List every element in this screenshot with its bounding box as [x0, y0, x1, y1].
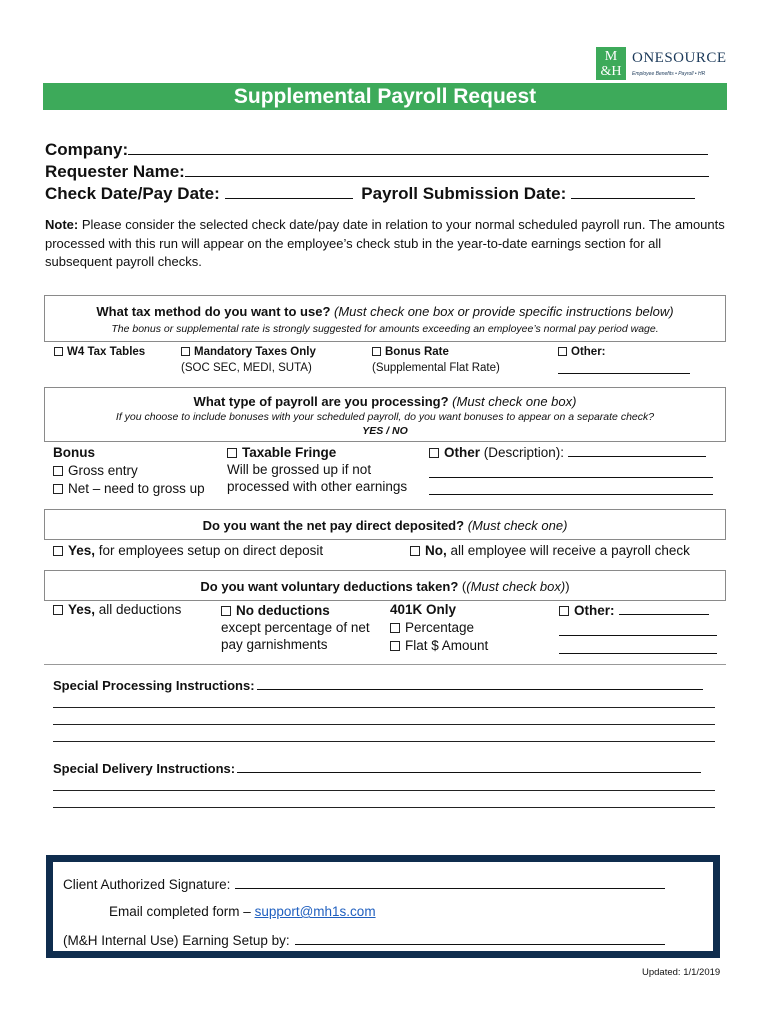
- dd-yes-text: for employees setup on direct deposit: [95, 543, 324, 558]
- section-divider: [44, 664, 726, 665]
- payroll-type-hint: (Must check one box): [452, 394, 577, 409]
- internal-use-input-line[interactable]: [295, 932, 665, 945]
- payroll-bonus-group: [53, 444, 205, 498]
- signature-field[interactable]: [63, 876, 665, 892]
- logo-brand: ONESOURCE: [632, 50, 727, 66]
- special-processing-line-1[interactable]: [257, 677, 703, 690]
- tax-mandatory-label: Mandatory Taxes Only: [194, 346, 316, 358]
- checkbox-tax-other[interactable]: [558, 347, 567, 356]
- dates-row: [45, 184, 695, 204]
- signature-box: [46, 855, 720, 958]
- direct-deposit-no[interactable]: [410, 543, 690, 558]
- deductions-no-sub1: except percentage of net: [221, 620, 370, 635]
- check-date-input-line[interactable]: [225, 186, 353, 199]
- checkbox-deductions-no[interactable]: [221, 606, 231, 616]
- checkbox-taxable-fringe[interactable]: [227, 448, 237, 458]
- dd-no-text: all employee will receive a payroll check: [446, 543, 690, 558]
- tax-other-label: Other:: [571, 346, 606, 358]
- tax-method-header: [44, 295, 726, 342]
- checkbox-401k-flat[interactable]: [390, 641, 400, 651]
- signature-box-inner: [53, 862, 713, 951]
- payroll-bonus-label: Bonus: [53, 445, 95, 460]
- deductions-other-line-1[interactable]: [619, 602, 709, 615]
- special-processing-line-4[interactable]: [53, 741, 715, 742]
- special-delivery-label: Special Delivery Instructions:: [53, 761, 236, 776]
- payroll-other-group[interactable]: [429, 444, 713, 495]
- requester-field[interactable]: [45, 162, 709, 182]
- payroll-other-line-2[interactable]: [429, 465, 713, 478]
- title-bar: [43, 83, 727, 110]
- special-processing-line-3[interactable]: [53, 724, 715, 725]
- tax-method-subtext: The bonus or supplemental rate is strongly suggested for amounts exceeding an employee’s normal pay period wage.: [111, 323, 659, 335]
- payroll-gross-label: Gross entry: [68, 463, 138, 478]
- deductions-401k: [390, 601, 488, 655]
- checkbox-deductions-other[interactable]: [559, 606, 569, 616]
- dd-yes-label: Yes,: [68, 543, 96, 558]
- deductions-yes[interactable]: [53, 602, 181, 617]
- logo-mark-bottom: &H: [600, 64, 622, 79]
- email-line: [109, 904, 376, 919]
- payroll-type-yes-no[interactable]: YES / NO: [362, 425, 408, 437]
- tax-option-mandatory[interactable]: [181, 346, 316, 374]
- logo-tagline: Employee Benefits • Payroll • HR: [632, 71, 706, 77]
- deductions-other-label: Other:: [574, 603, 615, 618]
- payroll-other-label: Other: [444, 445, 481, 460]
- tax-option-bonus[interactable]: [372, 346, 500, 374]
- deductions-no-label: No deductions: [236, 603, 330, 618]
- deductions-no-sub2: pay garnishments: [221, 637, 328, 652]
- deductions-no[interactable]: [221, 602, 370, 653]
- direct-deposit-question-line: [45, 518, 725, 533]
- tax-other-input-line[interactable]: [558, 361, 690, 374]
- logo-mark-top: M: [604, 49, 618, 64]
- logo-mark: [596, 47, 626, 80]
- checkbox-net-entry[interactable]: [53, 484, 63, 494]
- deductions-question-line: [45, 579, 725, 594]
- tax-w4-label: W4 Tax Tables: [67, 346, 146, 358]
- deductions-yes-text: all deductions: [95, 602, 182, 617]
- deductions-other-line-2[interactable]: [559, 623, 717, 636]
- deductions-question: Do you want voluntary deductions taken?: [200, 579, 459, 594]
- deductions-401k-label: 401K Only: [390, 602, 457, 617]
- special-delivery-field[interactable]: [53, 760, 701, 776]
- updated-date: Updated: 1/1/2019: [642, 967, 721, 978]
- deductions-yes-label: Yes,: [68, 602, 96, 617]
- payroll-other-line-3[interactable]: [429, 482, 713, 495]
- checkbox-gross-entry[interactable]: [53, 466, 63, 476]
- logo: [596, 47, 728, 83]
- deductions-401k-flat[interactable]: [390, 637, 488, 655]
- tax-option-w4[interactable]: [54, 346, 145, 358]
- company-label: Company:: [45, 140, 129, 159]
- note-paragraph: [45, 216, 725, 272]
- company-field[interactable]: [45, 140, 708, 160]
- special-delivery-line-2[interactable]: [53, 790, 715, 791]
- dd-no-label: No,: [425, 543, 447, 558]
- signature-input-line[interactable]: [235, 876, 665, 889]
- checkbox-w4[interactable]: [54, 347, 63, 356]
- deductions-401k-percentage[interactable]: [390, 619, 488, 637]
- payroll-fringe-sub2: processed with other earnings: [227, 479, 408, 494]
- special-delivery-line-1[interactable]: [237, 760, 701, 773]
- submission-date-input-line[interactable]: [571, 186, 695, 199]
- direct-deposit-hint: (Must check one): [467, 518, 568, 533]
- page-title: Supplemental Payroll Request: [233, 85, 537, 108]
- deductions-header: [44, 570, 726, 601]
- special-processing-label: Special Processing Instructions:: [53, 678, 255, 693]
- note-label: Note:: [45, 217, 79, 232]
- payroll-fringe-label: Taxable Fringe: [242, 445, 337, 460]
- internal-use-field[interactable]: [63, 932, 665, 948]
- deductions-401k-pct-label: Percentage: [405, 620, 475, 635]
- deductions-hint: ((Must check box)): [461, 579, 570, 594]
- payroll-net-label: Net – need to gross up: [68, 481, 205, 496]
- note-text: Please consider the selected check date/pay date in relation to your normal scheduled payroll run. The amounts processed with this run will appear on the employee’s check stub in the year-to-date earnings section for all subsequent payroll checks.: [45, 217, 725, 269]
- deductions-hint-text: (Must check box): [466, 579, 566, 594]
- payroll-type-question: What type of payroll are you processing?: [193, 394, 449, 409]
- tax-method-hint: (Must check one box or provide specific instructions below): [334, 304, 674, 319]
- check-date-label: Check Date/Pay Date:: [45, 184, 220, 203]
- submission-date-label: Payroll Submission Date:: [361, 184, 567, 203]
- payroll-other-sub: (Description):: [480, 445, 565, 460]
- tax-bonus-label: Bonus Rate: [385, 346, 449, 358]
- payroll-other-line-1[interactable]: [568, 444, 706, 457]
- checkbox-dd-no[interactable]: [410, 546, 420, 556]
- tax-mandatory-sub: (SOC SEC, MEDI, SUTA): [181, 362, 312, 374]
- deductions-401k-flat-label: Flat $ Amount: [405, 638, 489, 653]
- internal-use-label: (M&H Internal Use) Earning Setup by:: [63, 933, 290, 948]
- tax-method-question: What tax method do you want to use?: [96, 304, 331, 319]
- requester-input-line[interactable]: [185, 164, 709, 177]
- deductions-other[interactable]: [559, 602, 717, 654]
- tax-option-other[interactable]: [558, 346, 690, 377]
- special-processing-field[interactable]: [53, 677, 703, 693]
- direct-deposit-header: [44, 509, 726, 540]
- signature-label: Client Authorized Signature:: [63, 877, 231, 892]
- payroll-type-header: [44, 387, 726, 442]
- email-prefix: Email completed form –: [109, 904, 255, 919]
- checkbox-payroll-other[interactable]: [429, 448, 439, 458]
- company-input-line[interactable]: [128, 142, 708, 155]
- support-email-link[interactable]: support@mh1s.com: [254, 904, 376, 919]
- special-delivery-line-3[interactable]: [53, 807, 715, 808]
- checkbox-bonus-rate[interactable]: [372, 347, 381, 356]
- direct-deposit-yes[interactable]: [53, 543, 323, 558]
- requester-label: Requester Name:: [45, 162, 185, 181]
- special-processing-line-2[interactable]: [53, 707, 715, 708]
- tax-bonus-sub: (Supplemental Flat Rate): [372, 362, 500, 374]
- payroll-gross-option[interactable]: [53, 462, 205, 480]
- payroll-fringe-group[interactable]: [227, 444, 407, 495]
- payroll-type-subtext: If you choose to include bonuses with your scheduled payroll, do you want bonuses to appear on a separate check?: [115, 411, 655, 423]
- payroll-type-question-line: [45, 394, 725, 409]
- payroll-net-option[interactable]: [53, 480, 205, 498]
- payroll-fringe-sub1: Will be grossed up if not: [227, 462, 372, 477]
- checkbox-401k-percentage[interactable]: [390, 623, 400, 633]
- direct-deposit-question: Do you want the net pay direct deposited?: [202, 518, 465, 533]
- deductions-other-line-3[interactable]: [559, 641, 717, 654]
- tax-method-question-line: [45, 304, 725, 319]
- checkbox-deductions-yes[interactable]: [53, 605, 63, 615]
- checkbox-mandatory[interactable]: [181, 347, 190, 356]
- checkbox-dd-yes[interactable]: [53, 546, 63, 556]
